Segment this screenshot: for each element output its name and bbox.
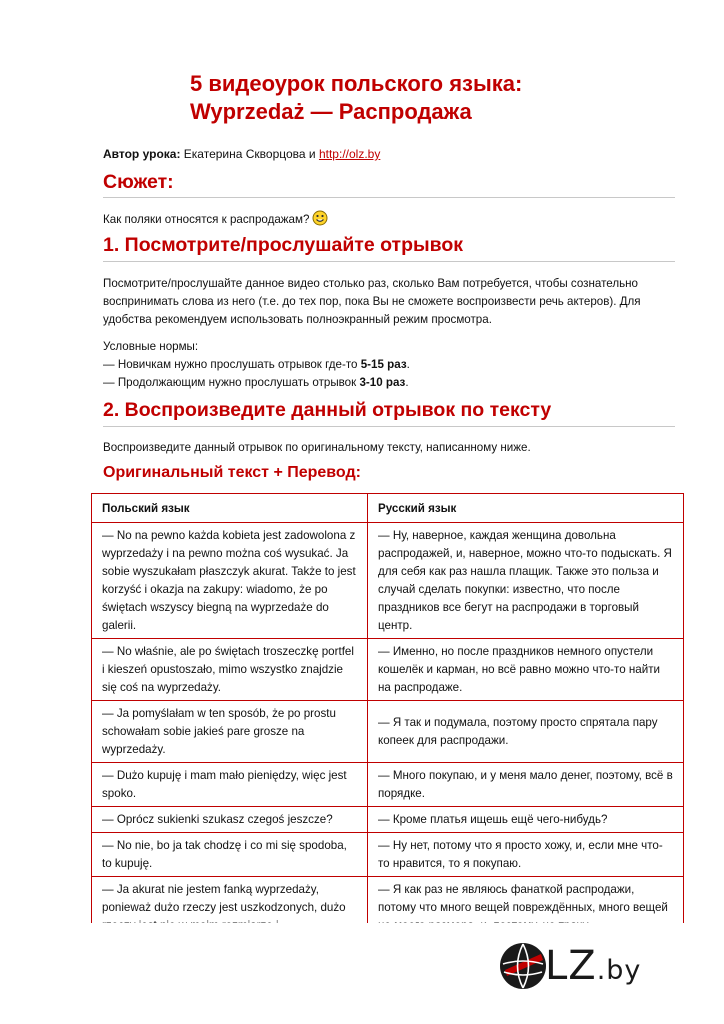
polish-cell: — Oprócz sukienki szukasz czegoś jeszcze? <box>92 807 368 833</box>
divider <box>103 426 675 427</box>
site-link[interactable]: http://olz.by <box>318 147 381 161</box>
globe-icon <box>497 940 549 992</box>
plot-heading: Сюжет: <box>103 171 174 193</box>
plot-question-text: Как поляки относятся к распродажам? <box>103 213 310 226</box>
section1-paragraph: Посмотрите/прослушайте данное видео столько раз, сколько Вам потребуется, чтобы сознательно воспринимать слова из него (т.е. до тех пор, пока Вы не сможете воспроизвести речь актеров). Для удобства рекомендуем использовать полноэкранный режим просмотра. <box>103 277 641 326</box>
column-header-polish: Польский язык <box>92 494 368 523</box>
russian-cell: — Я как раз не являюсь фанаткой распродажи, потому что много вещей повреждённых, много вещей <box>368 877 684 939</box>
table-row <box>92 701 684 763</box>
norm-beginners: — Новичкам нужно прослушать отрывок где-то 5-15 раз. <box>103 358 410 371</box>
logo-text: LZ.by <box>545 943 642 989</box>
author-line <box>103 147 380 161</box>
polish-cell: — No nie, bo ja tak chodzę i co mi się spodoba, to kupuję. <box>92 833 368 877</box>
polish-cell: — Dużo kupuję i mam mało pieniędzy, więc jest spoko. <box>92 763 368 807</box>
norms-block <box>103 338 678 392</box>
olz-logo <box>497 940 677 1000</box>
page-title <box>190 70 690 126</box>
table-row <box>92 807 684 833</box>
polish-cell: — No na pewno każda kobieta jest zadowolona z wyprzedaży i na pewno można coś wysukać. Ja sobie wyszukałam płaszczyk akurat. Także to jest korzyść i okazja na zakupy: wiadomo, że po świętach wszyscy biegną na wyprzedaże do galerii. <box>92 523 368 639</box>
plot-question <box>103 210 678 232</box>
norms-label: Условные нормы: <box>103 340 199 353</box>
divider <box>103 197 675 198</box>
title-line-1: 5 видеоурок польского языка: <box>190 71 523 96</box>
column-header-russian: Русский язык <box>368 494 684 523</box>
table-row <box>92 763 684 807</box>
section1-heading: 1. Посмотрите/прослушайте отрывок <box>103 234 464 256</box>
polish-cell: — Ja pomyślałam w ten sposób, że po prostu schowałam sobie jakieś pare grosze na wyprzedaży. <box>92 701 368 763</box>
table-row <box>92 833 684 877</box>
section2-heading: 2. Воспроизведите данный отрывок по тексту <box>103 399 552 421</box>
table-row <box>92 639 684 701</box>
polish-cell: — Ja akurat nie jestem fanką wyprzedaży, ponieważ dużo rzeczy jest uszkodzonych, dużo <box>92 877 368 939</box>
norm-continuing: — Продолжающим нужно прослушать отрывок 3-10 раз. <box>103 376 409 389</box>
table-header-row <box>92 494 684 523</box>
russian-cell: — Именно, но после праздников немного опустели кошелёк и карман, но всё равно можно что-то найти на распродаже. <box>368 639 684 701</box>
russian-cell: — Много покупаю, и у меня мало денег, поэтому, всё в порядке. <box>368 763 684 807</box>
section2-paragraph: Воспроизведите данный отрывок по оригинальному тексту, написанному ниже. <box>103 441 531 454</box>
author-label: Автор урока: <box>103 147 181 161</box>
author-names: Екатерина Скворцова и <box>180 147 319 161</box>
title-line-2: Wyprzedaż — Распродажа <box>190 99 472 124</box>
russian-cell: — Ну нет, потому что я просто хожу, и, если мне что-то нравится, то я покупаю. <box>368 833 684 877</box>
russian-cell: — Я так и подумала, поэтому просто спрятала пару копеек для распродажи. <box>368 701 684 763</box>
translation-table <box>91 493 684 939</box>
polish-cell: — No właśnie, ale po świętach troszeczkę portfel i kieszeń opustoszało, mimo wszystko znajdzie się coś na wyprzedaży. <box>92 639 368 701</box>
russian-cell: — Кроме платья ищешь ещё чего-нибудь? <box>368 807 684 833</box>
original-text-heading: Оригинальный текст + Перевод: <box>103 464 361 481</box>
divider <box>103 261 675 262</box>
russian-cell: — Ну, наверное, каждая женщина довольна распродажей, и, наверное, можно что-то подыскать. Я для себя как раз нашла плащик. Также это польза и случай сделать покупки: известно, что после праздников все бегут на распродажи в торговый центр. <box>368 523 684 639</box>
table-row <box>92 523 684 639</box>
smiley-icon <box>312 210 328 232</box>
